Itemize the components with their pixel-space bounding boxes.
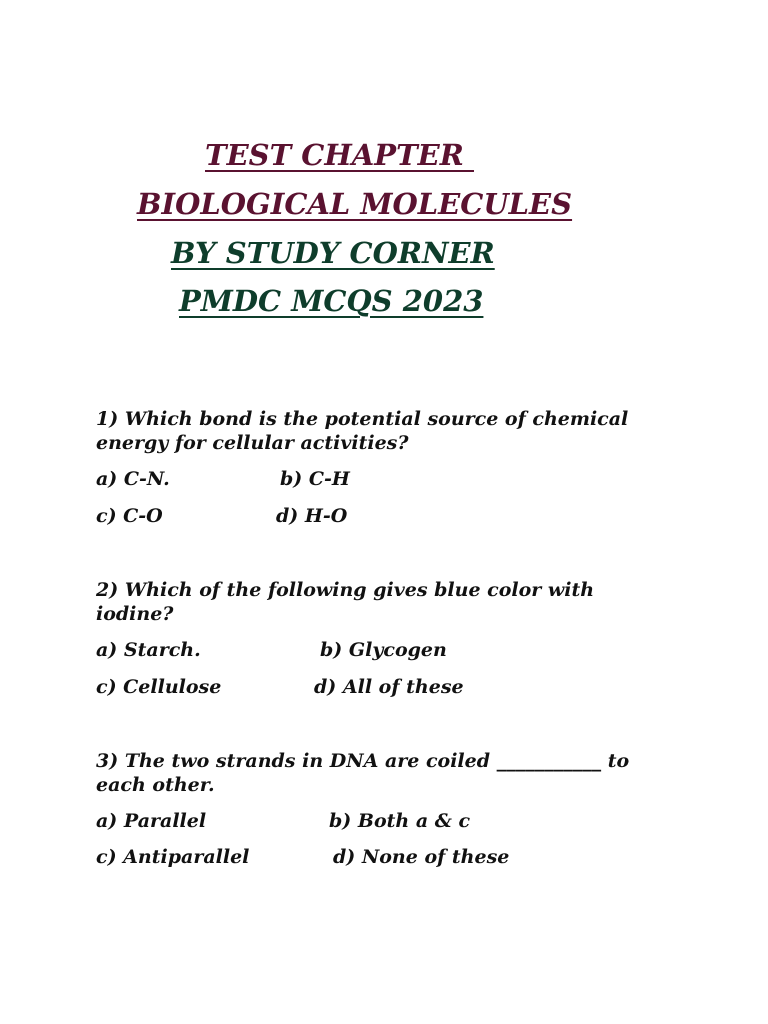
option-c: c) Antiparallel bbox=[96, 846, 250, 868]
option-d: d) All of these bbox=[314, 676, 464, 698]
title-chapter-name: BIOLOGICAL MOLECULES bbox=[137, 187, 573, 221]
title-exam: PMDC MCQS 2023 bbox=[179, 284, 484, 318]
option-b: b) Both a & c bbox=[329, 810, 471, 832]
question-text: 2) Which of the following gives blue color with iodine? bbox=[96, 579, 595, 625]
option-b: b) Glycogen bbox=[320, 639, 447, 661]
option-d: d) None of these bbox=[333, 846, 510, 868]
option-a: a) C-N. bbox=[96, 468, 170, 490]
question-text: 3) The two strands in DNA are coiled ___________ to each other. bbox=[96, 750, 630, 796]
option-c: c) Cellulose bbox=[96, 676, 222, 698]
option-b: b) C-H bbox=[280, 468, 350, 490]
option-d: d) H-O bbox=[276, 505, 348, 527]
option-a: a) Parallel bbox=[96, 810, 207, 832]
title-author: BY STUDY CORNER bbox=[171, 236, 495, 270]
question-text: 1) Which bond is the potential source of chemical energy for cellular activities? bbox=[96, 408, 629, 454]
option-c: c) C-O bbox=[96, 505, 163, 527]
option-a: a) Starch. bbox=[96, 639, 201, 661]
title-test-chapter: TEST CHAPTER bbox=[205, 138, 474, 172]
